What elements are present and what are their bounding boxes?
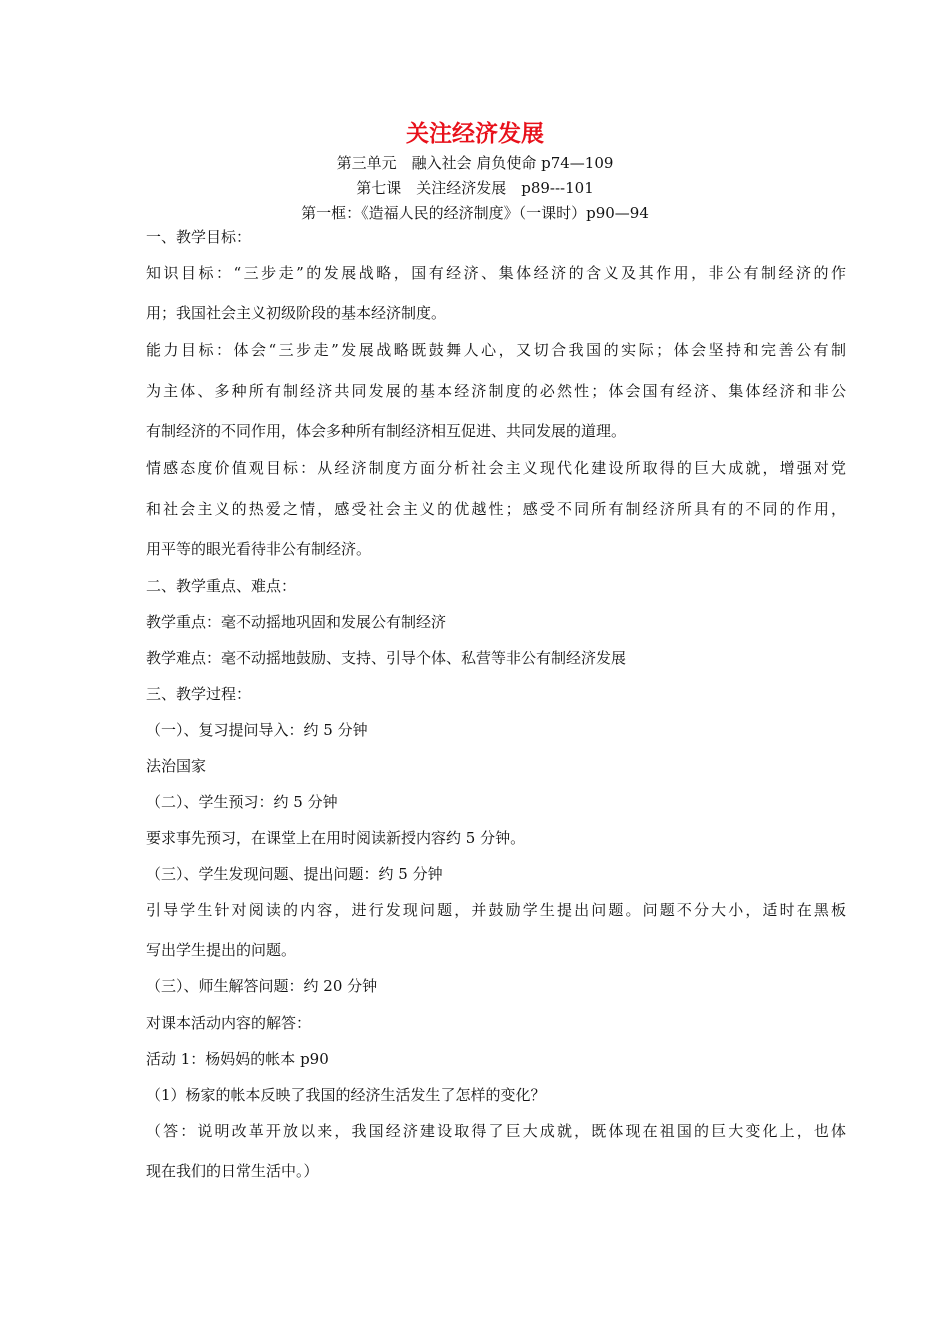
process-heading: 三、教学过程： [146,685,252,703]
question: （1）杨家的帐本反映了我国的经济生活发生了怎样的变化？ [146,1086,546,1104]
difficult-point: 教学难点：毫不动摇地鼓励、支持、引导个体、私营等非公有制经济发展 [146,649,627,667]
ability-goal-line: 为主体、多种所有制经济共同发展的基本经济制度的必然性；体会国有经济、集体经济和非公 [146,382,846,400]
ability-goal-line: 有制经济的不同作用，体会多种所有制经济相互促进、共同发展的道理。 [146,422,627,440]
emotion-goal-line: 情感态度价值观目标：从经济制度方面分析社会主义现代化建设所取得的巨大成就，增强对党 [146,459,846,477]
answer-line: （答：说明改革开放以来，我国经济建设取得了巨大成就，既体现在祖国的巨大变化上，也体 [146,1122,846,1140]
section-subtitle: 第一框：《造福人民的经济制度》（一课时）p90—94 [301,204,649,222]
lesson-subtitle: 第七课 关注经济发展 p89---101 [356,179,594,197]
knowledge-goal-line: 用；我国社会主义初级阶段的基本经济制度。 [146,304,447,322]
step-body: 要求事先预习，在课堂上在用时阅读新授内容约 5 分钟。 [146,829,526,847]
activity-heading: 活动 1：杨妈妈的帐本 p90 [146,1050,329,1068]
step-heading: （二）、学生预习：约 5 分钟 [146,793,338,811]
key-point: 教学重点：毫不动摇地巩固和发展公有制经济 [146,613,447,631]
step-body: 对课本活动内容的解答： [146,1014,312,1032]
knowledge-goal-line: 知识目标：“三步走”的发展战略，国有经济、集体经济的含义及其作用，非公有制经济的作 [146,264,846,282]
key-points-heading: 二、教学重点、难点： [146,577,297,595]
step-heading: （三）、学生发现问题、提出问题：约 5 分钟 [146,865,443,883]
ability-goal-line: 能力目标：体会“三步走”发展战略既鼓舞人心，又切合我国的实际；体会坚持和完善公有制 [146,341,846,359]
document-title: 关注经济发展 [406,120,544,147]
answer-line: 现在我们的日常生活中。） [146,1162,319,1180]
emotion-goal-line: 和社会主义的热爱之情，感受社会主义的优越性；感受不同所有制经济所具有的不同的作用， [146,500,846,518]
step-body: 法治国家 [146,757,207,775]
step-body: 引导学生针对阅读的内容，进行发现问题，并鼓励学生提出问题。问题不分大小，适时在黑板 [146,901,846,919]
unit-subtitle: 第三单元 融入社会 肩负使命 p74—109 [336,154,614,172]
step-body: 写出学生提出的问题。 [146,941,297,959]
emotion-goal-line: 用平等的眼光看待非公有制经济。 [146,540,372,558]
step-heading: （一）、复习提问导入：约 5 分钟 [146,721,368,739]
step-heading: （三）、师生解答问题：约 20 分钟 [146,977,378,995]
goals-heading: 一、教学目标： [146,228,252,246]
